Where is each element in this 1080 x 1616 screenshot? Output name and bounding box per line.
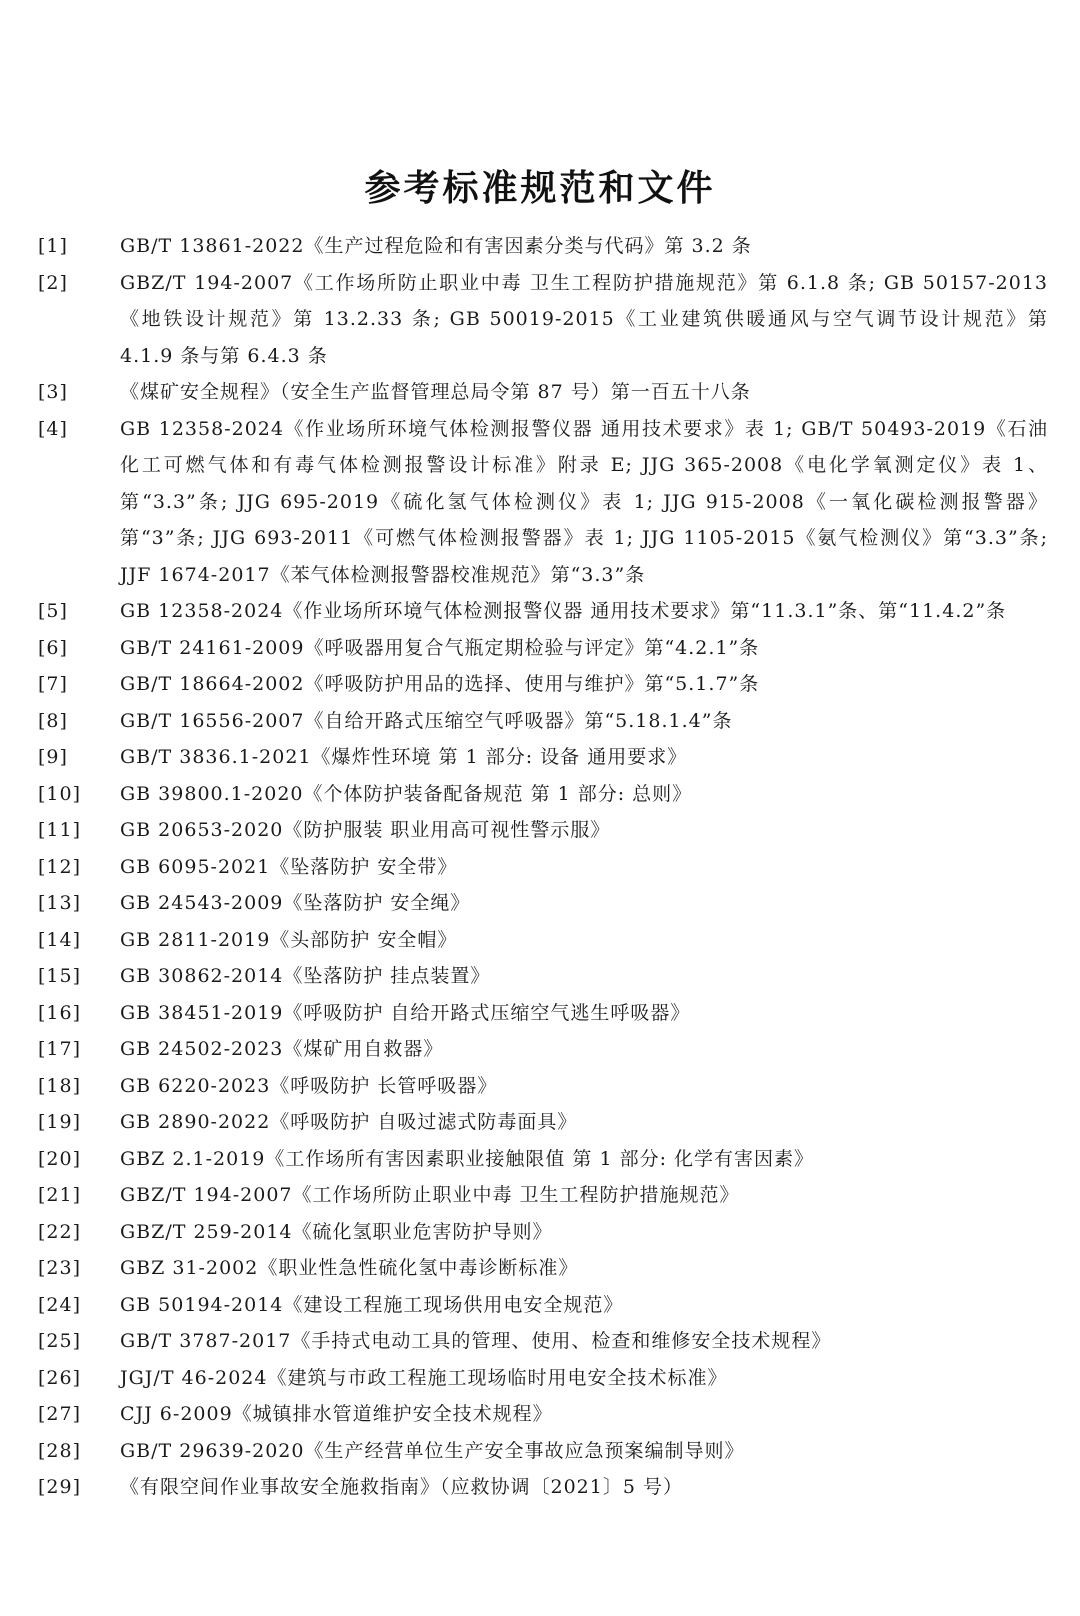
reference-text: JGJ/T 46-2024《建筑与市政工程施工现场临时用电安全技术标准》 [120, 1366, 728, 1389]
reference-text: GB/T 13861-2022《生产过程危险和有害因素分类与代码》第 3.2 条 [120, 235, 752, 257]
reference-number: [5] [38, 600, 68, 622]
reference-text: GB 39800.1-2020《个体防护装备配备规范 第 1 部分: 总则》 [120, 782, 693, 805]
reference-number: [2] [38, 271, 68, 294]
reference-number: [23] [38, 1257, 82, 1279]
reference-number: [17] [38, 1038, 82, 1060]
reference-number: [14] [38, 928, 82, 951]
reference-number: [1] [38, 235, 68, 257]
reference-number: [16] [38, 1001, 82, 1024]
reference-number: [15] [38, 965, 82, 987]
reference-number: [24] [38, 1293, 82, 1316]
reference-text: GB/T 29639-2020《生产经营单位生产安全事故应急预案编制导则》 [120, 1439, 745, 1462]
reference-text: GB 38451-2019《呼吸防护 自给开路式压缩空气逃生呼吸器》 [120, 1001, 691, 1024]
reference-number: [21] [38, 1184, 82, 1206]
reference-text: 《煤矿安全规程》（安全生产监督管理总局令第 87 号）第一百五十八条 [120, 381, 751, 403]
reference-text: GB/T 18664-2002《呼吸防护用品的选择、使用与维护》第“5.1.7”条 [120, 673, 760, 695]
reference-item [38, 958, 1048, 995]
reference-item [38, 630, 1048, 667]
reference-text: GB 20653-2020《防护服装 职业用高可视性警示服》 [120, 819, 611, 841]
reference-item [38, 812, 1048, 849]
reference-item [38, 995, 1048, 1032]
reference-item [38, 1396, 1048, 1433]
reference-item [38, 1104, 1048, 1141]
reference-number: [28] [38, 1439, 82, 1462]
reference-number: [27] [38, 1403, 82, 1425]
reference-item [38, 666, 1048, 703]
reference-item [38, 1250, 1048, 1287]
reference-text: CJJ 6-2009《城镇排水管道维护安全技术规程》 [120, 1403, 553, 1425]
reference-text: GBZ 2.1-2019《工作场所有害因素职业接触限值 第 1 部分: 化学有害因素》 [120, 1147, 815, 1170]
reference-item [38, 703, 1048, 740]
reference-number: [18] [38, 1074, 82, 1097]
reference-number: [10] [38, 782, 82, 805]
reference-item [38, 1214, 1048, 1251]
reference-item [38, 739, 1048, 776]
reference-item [38, 1287, 1048, 1324]
reference-text: GB 2811-2019《头部防护 安全帽》 [120, 928, 458, 951]
reference-item [38, 922, 1048, 959]
reference-item [38, 1177, 1048, 1214]
reference-number: [3] [38, 381, 68, 403]
reference-text: GB 6220-2023《呼吸防护 长管呼吸器》 [120, 1074, 498, 1097]
reference-text: GBZ/T 194-2007《工作场所防止职业中毒 卫生工程防护措施规范》第 6.1.8 条; GB 50157-2013《地铁设计规范》第 13.2.33 条; GB 50019-2015《工业建筑供暖通风与空气调节设计规范》第 4.1.9 条与第 6.4.3 条 [120, 271, 1048, 367]
reference-text: GBZ/T 259-2014《硫化氢职业危害防护导则》 [120, 1220, 553, 1243]
reference-item [38, 374, 1048, 411]
reference-number: [11] [38, 819, 82, 841]
reference-number: [4] [38, 417, 68, 440]
page-title: 参考标准规范和文件 [364, 168, 716, 209]
reference-list [38, 228, 1048, 1506]
reference-text: GB 30862-2014《坠落防护 挂点装置》 [120, 965, 491, 987]
reference-item [38, 593, 1048, 630]
reference-text: GBZ 31-2002《职业性急性硫化氢中毒诊断标准》 [120, 1257, 579, 1279]
reference-text: GB 12358-2024《作业场所环境气体检测报警仪器 通用技术要求》表 1; GB/T 50493-2019《石油化工可燃气体和有毒气体检测报警设计标准》附录 E; JJG 365-2008《电化学氧测定仪》表 1、第“3.3”条; JJG 695-2019《硫化氢气体检测仪》表 1; JJG 915-2008《一氧化碳检测报警器》第“3”条; JJG 693-2011《可燃气体检测报警器》表 1; JJG 1105-2015《氨气检测仪》第“3.3”条; JJF 1674-2017《苯气体检测报警器校准规范》第“3.3”条 [120, 417, 1048, 586]
reference-item [38, 1469, 1048, 1506]
reference-item [38, 411, 1048, 594]
reference-text: GB 50194-2014《建设工程施工现场供用电安全规范》 [120, 1293, 624, 1316]
reference-item [38, 1433, 1048, 1470]
reference-item [38, 849, 1048, 886]
reference-number: [7] [38, 673, 68, 695]
reference-item [38, 776, 1048, 813]
reference-text: GB/T 24161-2009《呼吸器用复合气瓶定期检验与评定》第“4.2.1”条 [120, 636, 760, 659]
reference-text: 《有限空间作业事故安全施救指南》（应救协调〔2021〕5 号） [120, 1476, 683, 1498]
reference-text: GB 12358-2024《作业场所环境气体检测报警仪器 通用技术要求》第“11.3.1”条、第“11.4.2”条 [120, 600, 1007, 622]
reference-item [38, 1031, 1048, 1068]
reference-item [38, 1141, 1048, 1178]
reference-item [38, 265, 1048, 375]
reference-item [38, 885, 1048, 922]
reference-text: GB/T 16556-2007《自给开路式压缩空气呼吸器》第“5.18.1.4”条 [120, 709, 733, 732]
reference-number: [8] [38, 709, 68, 732]
reference-text: GB 2890-2022《呼吸防护 自吸过滤式防毒面具》 [120, 1111, 578, 1133]
reference-item [38, 1323, 1048, 1360]
reference-text: GB/T 3787-2017《手持式电动工具的管理、使用、检查和维修安全技术规程》 [120, 1330, 832, 1352]
reference-number: [25] [38, 1330, 82, 1352]
reference-number: [26] [38, 1366, 82, 1389]
reference-number: [29] [38, 1476, 82, 1498]
reference-item [38, 1360, 1048, 1397]
reference-text: GB 24502-2023《煤矿用自救器》 [120, 1038, 444, 1060]
reference-number: [9] [38, 746, 68, 768]
reference-number: [12] [38, 855, 82, 878]
reference-number: [20] [38, 1147, 82, 1170]
reference-text: GB 6095-2021《坠落防护 安全带》 [120, 855, 458, 878]
reference-number: [6] [38, 636, 68, 659]
reference-item [38, 1068, 1048, 1105]
reference-item [38, 228, 1048, 265]
reference-text: GBZ/T 194-2007《工作场所防止职业中毒 卫生工程防护措施规范》 [120, 1184, 740, 1206]
reference-text: GB 24543-2009《坠落防护 安全绳》 [120, 892, 471, 914]
reference-number: [22] [38, 1220, 82, 1243]
reference-number: [13] [38, 892, 82, 914]
reference-number: [19] [38, 1111, 82, 1133]
reference-text: GB/T 3836.1-2021《爆炸性环境 第 1 部分: 设备 通用要求》 [120, 746, 688, 768]
